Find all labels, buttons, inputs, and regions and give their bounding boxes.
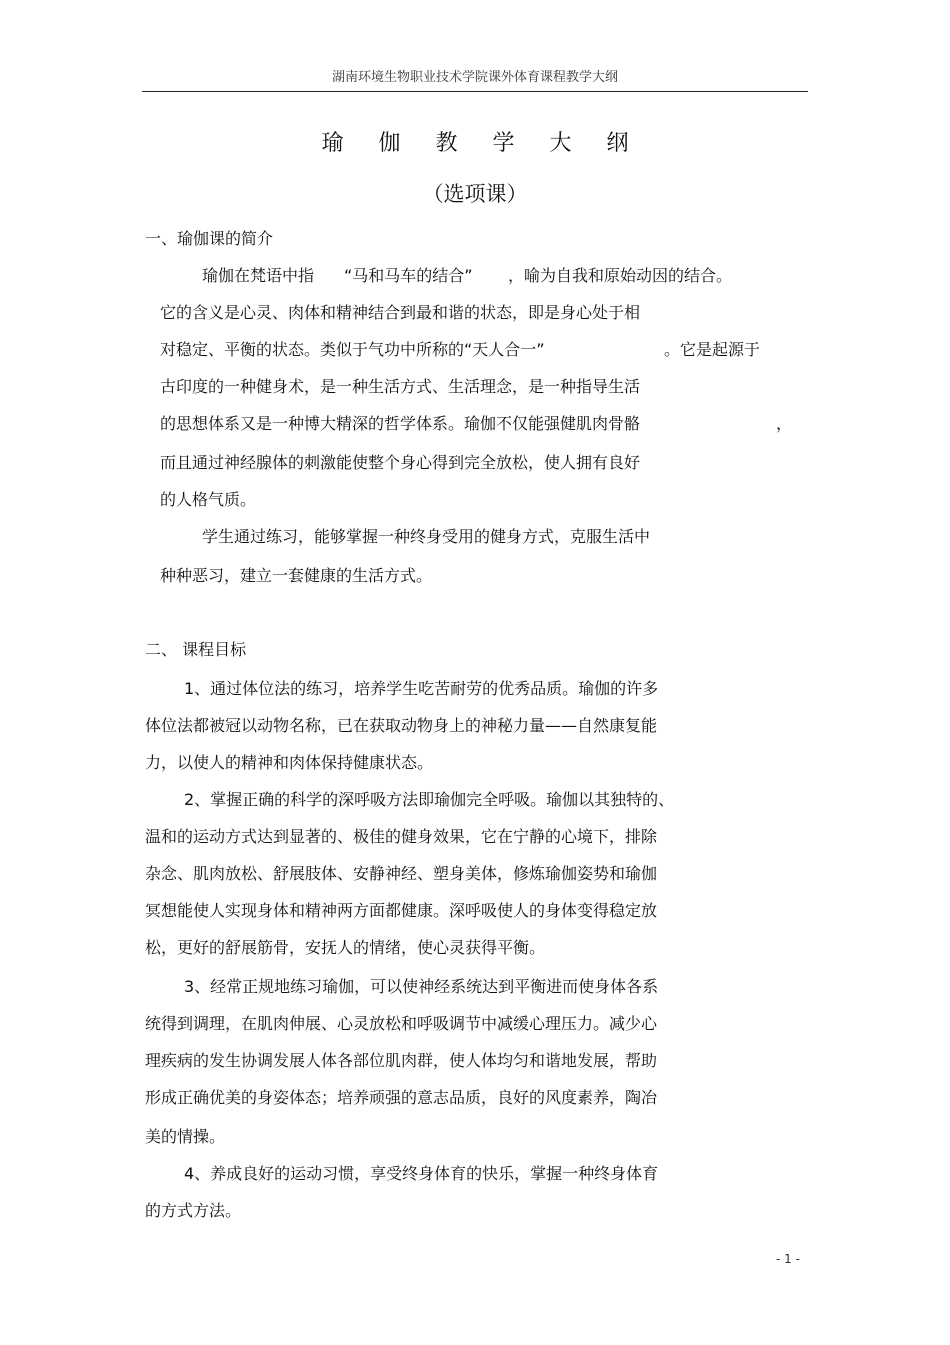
- document-title: 瑜 伽 教 学 大 纲: [321, 131, 643, 156]
- paragraph-line: ，喻为自我和原始动因的结合。: [508, 266, 733, 285]
- paragraph-line: 的思想体系又是一种博大精深的哲学体系。瑜伽不仅能强健肌肉骨骼: [160, 414, 641, 433]
- section-1-heading: 一、瑜伽课的简介: [145, 229, 274, 248]
- paragraph-line: 温和的运动方式达到显著的、极佳的健身效果，它在宁静的心境下，排除: [145, 827, 658, 846]
- paragraph-line: 体位法都被冠以动物名称，已在获取动物身上的神秘力量——自然康复能: [145, 716, 658, 735]
- paragraph-line: 2、掌握正确的科学的深呼吸方法即瑜伽完全呼吸。瑜伽以其独特的、: [184, 790, 675, 809]
- page-header: 湖南环境生物职业技术学院课外体育课程教学大纲: [331, 70, 618, 85]
- paragraph-line: 理疾病的发生协调发展人体各部位肌肉群，使人体均匀和谐地发展，帮助: [145, 1051, 658, 1070]
- paragraph-line: 对稳定、平衡的状态。类似于气功中所称的“天人合一”: [160, 340, 545, 359]
- paragraph-line: ，: [776, 414, 793, 433]
- paragraph-line: 它的含义是心灵、肉体和精神结合到最和谐的状态，即是身心处于相: [160, 303, 641, 322]
- paragraph-line: 冥想能使人实现身体和精神两方面都健康。深呼吸使人的身体变得稳定放: [145, 901, 658, 920]
- paragraph-line: 力，以使人的精神和肉体保持健康状态。: [145, 753, 434, 772]
- paragraph-line: 学生通过练习，能够掌握一种终身受用的健身方式，克服生活中: [202, 527, 651, 546]
- paragraph-line: 4、养成良好的运动习惯，享受终身体育的快乐，掌握一种终身体育: [184, 1164, 659, 1183]
- section-2-heading: 二、 课程目标: [145, 640, 247, 659]
- paragraph-line: 。它是起源于: [664, 340, 761, 359]
- paragraph-line: 松，更好的舒展筋骨，安抚人的情绪，使心灵获得平衡。: [145, 938, 546, 957]
- paragraph-line: 瑜伽在梵语中指: [202, 266, 315, 285]
- paragraph-line: 的方式方法。: [145, 1201, 242, 1220]
- paragraph-line: 的人格气质。: [160, 490, 257, 509]
- paragraph-line: 1、通过体位法的练习，培养学生吃苦耐劳的优秀品质。瑜伽的许多: [184, 679, 659, 698]
- header-rule: [142, 91, 808, 92]
- paragraph-line: 杂念、肌肉放松、舒展肢体、安静神经、塑身美体，修炼瑜伽姿势和瑜伽: [145, 864, 658, 883]
- paragraph-line: 种种恶习，建立一套健康的生活方式。: [160, 566, 433, 585]
- paragraph-line: 美的情操。: [145, 1127, 226, 1146]
- paragraph-line: 3、经常正规地练习瑜伽，可以使神经系统达到平衡进而使身体各系: [184, 977, 659, 996]
- paragraph-line: 古印度的一种健身术，是一种生活方式、生活理念，是一种指导生活: [160, 377, 641, 396]
- paragraph-line: 统得到调理，在肌肉伸展、心灵放松和呼吸调节中减缓心理压力。减少心: [145, 1014, 658, 1033]
- document-subtitle: （选项课）: [422, 182, 528, 206]
- paragraph-line: 形成正确优美的身姿体态；培养顽强的意志品质，良好的风度素养，陶冶: [145, 1088, 658, 1107]
- paragraph-line: 而且通过神经腺体的刺激能使整个身心得到完全放松，使人拥有良好: [160, 453, 641, 472]
- paragraph-line: “马和马车的结合”: [344, 266, 473, 285]
- page-number: - 1 -: [776, 1252, 800, 1266]
